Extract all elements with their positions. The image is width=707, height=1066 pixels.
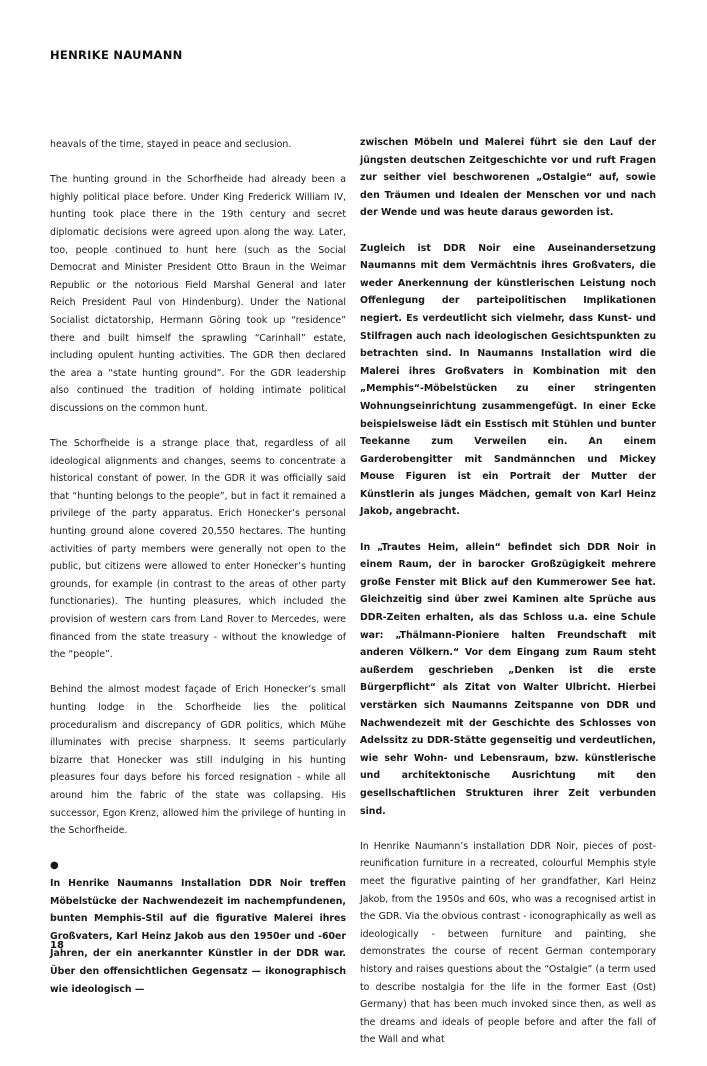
page-number: 18 [50, 940, 64, 951]
left-text-column [50, 136, 346, 1016]
section-bullet: ● [50, 860, 59, 872]
paragraph-german: Zugleich ist DDR Noir eine Auseinandersetzung Naumanns mit dem Vermächtnis ihres Großvaters, die weder Anerkennung der künstlerischen Leistung noch Offenlegung der parteipolitischen Implikationen negiert. Es verdeutlicht sich vielmehr, dass Kunst- und Stilfragen auch nach ideologischen Gesichtspunkten zu betrachten sind. In Naumanns Installation wird die Malerei ihres Großvaters in Kombination mit den „Memphis“-Möbelstücken zu einer stringenten Wohnungseinrichtung zusammengefügt. In einer Ecke beispielsweise lädt ein Esstisch mit Stühlen und bunter Teekanne zum Verweilen ein. An einem Garderobengitter mit Sandmännchen und Mickey Mouse Figuren ist ein Portrait der Mutter der Künstlerin als junges Mädchen, gemalt von Karl Heinz Jakob, angebracht. [360, 242, 656, 518]
running-header-author: HENRIKE NAUMANN [50, 48, 183, 62]
paragraph-german: In „Trautes Heim, allein“ befindet sich DDR Noir in einem Raum, der in barocker Großzügigkeit mehrere große Fenster mit Blick auf den Kummerower See hat. Gleichzeitig sind über zwei Kaminen alte Sprüche aus DDR-Zeiten erhalten, als das Schloss u.a. eine Schule war: „Thälmann-Pioniere halten Freundschaft mit anderen Völkern.“ Vor dem Eingang zum Raum steht außerdem geschrieben „Denken ist die erste Bürgerpflicht“ als Zitat von Walter Ulbricht. Hierbei verstärken sich Naumanns Zeitspanne von DDR und Nachwendezeit mit der Geschichte des Schlosses von Adelssitz zu DDR-Stätte gegenseitig und verdeutlichen, wie sehr Wohn- und Lebensraum, bzw. künstlerische und architektonische Ausrichtung mit den gesellschaftlichen Strukturen ihrer Zeit verbunden sind. [360, 541, 656, 817]
paragraph: The hunting ground in the Schorfheide had already been a highly political place before. Under King Frederick William IV, hunting took place there in the 19th century and secret diplomatic decisions were agreed upon along the way. Later, too, people continued to hunt here (such as the Social Democrat and Minister President Otto Braun in the Weimar Republic or the notorious Field Marshal General and later Reich President Paul von Hindenburg). Under the National Socialist dictatorship, Hermann Göring took up “residence” there and built himself the sprawling “Carinhall” estate, including opulent hunting activities. The GDR then declared the area a “state hunting ground”. For the GDR leadership also continued the tradition of holding intimate political discussions on the common hunt. [50, 174, 346, 414]
right-text-column [360, 134, 656, 1066]
paragraph: heavals of the time, stayed in peace and seclusion. [50, 139, 292, 150]
paragraph: The Schorfheide is a strange place that, regardless of all ideological alignments and changes, seems to concentrate a historical constant of power. In the GDR it was officially said that “hunting belongs to the people”, but in fact it remained a privilege of the party apparatus. Erich Honecker’s personal hunting ground alone covered 20,550 hectares. The hunting activities of party members were generally not open to the public, but citizens were allowed to enter Honecker’s hunting grounds, for example (in contrast to the areas of other party functionaries). The hunting pleasures, which included the provision of western cars from Land Rover to Mercedes, were financed from the state treasury - without the knowledge of the “people”. [50, 438, 346, 661]
paragraph-german-intro: In Henrike Naumanns Installation DDR Noir treffen Möbelstücke der Nachwendezeit im nachempfundenen, bunten Memphis-Stil auf die figurative Malerei ihres Großvaters, Karl Heinz Jakob aus den 1950er und -60er Jahren, der ein anerkannter Künstler in der DDR war. Über den offensichtlichen Gegensatz — ikonographisch wie ideologisch — [50, 877, 346, 995]
paragraph: Behind the almost modest façade of Erich Honecker’s small hunting lodge in the Schorfheide lies the political proceduralism and discrepancy of GDR politics, which Mühe illuminates with precise sharpness. It seems particularly bizarre that Honecker was still indulging in his hunting pleasures four days before his forced resignation - while all around him the fabric of the state was collapsing. His successor, Egon Krenz, allowed him the privilege of hunting in the Schorfheide. [50, 684, 346, 837]
paragraph-german: zwischen Möbeln und Malerei führt sie den Lauf der jüngsten deutschen Zeitgeschichte vor und ruft Fragen zur seither viel beschworenen „Ostalgie“ auf, sowie den Träumen und Idealen der Menschen vor und nach der Wende und was heute daraus geworden ist. [360, 137, 656, 219]
paragraph-english: In Henrike Naumann’s installation DDR Noir, pieces of post-reunification furniture in a recreated, colourful Memphis style meet the figurative painting of her grandfather, Karl Heinz Jakob, from the 1950s and 60s, who was a recognised artist in the GDR. Via the obvious contrast - iconographically as well as ideologically - between furniture and painting, she demonstrates the course of recent German contemporary history and raises questions about the “Ostalgie” (a term used to describe nostalgia for the life in the former East (Ost) Germany) that has been much invoked since then, as well as the dreams and ideals of people before and after the fall of the Wall and what [360, 840, 656, 1046]
